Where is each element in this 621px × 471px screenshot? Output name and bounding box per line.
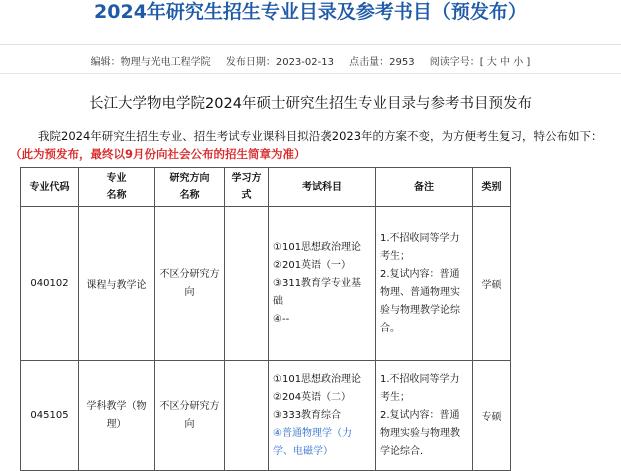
table-header-row bbox=[21, 168, 511, 207]
cell-type: 专硕 bbox=[473, 361, 511, 471]
meta-hits: 点击量：2953 bbox=[349, 57, 415, 68]
header-remark: 备注 bbox=[376, 168, 473, 207]
table-row bbox=[21, 361, 511, 471]
table-row bbox=[21, 207, 511, 361]
cell-mode bbox=[225, 207, 269, 361]
cell-remark bbox=[376, 207, 473, 361]
intro-text: 我院2024年研究生招生专业、招生考试专业课科目拟沿袭2023年的方案不变，为方便考生复习，特公布如下： bbox=[38, 129, 603, 143]
header-name: 专业 名称 bbox=[79, 168, 155, 207]
exam-item: ①101思想政治理论 bbox=[273, 241, 362, 253]
cell-name: 课程与教学论 bbox=[79, 207, 155, 361]
cell-remark bbox=[376, 361, 473, 471]
article-heading: 长江大学物电学院2024年硕士研究生招生专业目录与参考书目预发布 bbox=[89, 96, 532, 112]
exam-item: ①101思想政治理论 bbox=[273, 373, 362, 385]
cell-direction: 不区分研究方向 bbox=[155, 207, 225, 361]
article-meta bbox=[0, 53, 621, 68]
remark-item: 2.复试内容：普通物理实验与物理教学论综合. bbox=[380, 409, 460, 457]
header-type: 类别 bbox=[473, 168, 511, 207]
remark-item: 2.复试内容：普通物理、普通物理实验与物理教学论综合。 bbox=[380, 268, 460, 334]
header-exam: 考试科目 bbox=[269, 168, 376, 207]
meta-editor: 编辑：物理与光电工程学院 bbox=[90, 57, 211, 68]
prerelease-note: （此为预发布，最终以9月份向社会公布的招生简章为准） bbox=[10, 147, 306, 161]
cell-direction: 不区分研究方向 bbox=[155, 361, 225, 471]
cell-exam bbox=[269, 207, 376, 361]
cell-code: 045105 bbox=[21, 361, 79, 471]
cell-mode bbox=[225, 361, 269, 471]
cell-exam bbox=[269, 361, 376, 471]
exam-item-highlight: ④普通物理学（力学、电磁学） bbox=[273, 427, 352, 457]
exam-item: ③311教育学专业基础 bbox=[273, 277, 362, 307]
divider bbox=[0, 44, 621, 45]
remark-item: 1.不招收同等学力考生； bbox=[380, 232, 460, 262]
header-direction: 研究方向 名称 bbox=[155, 168, 225, 207]
meta-date: 发布日期：2023-02-13 bbox=[225, 57, 334, 68]
exam-item: ④-- bbox=[273, 313, 290, 325]
header-code: 专业代码 bbox=[21, 168, 79, 207]
cell-code: 040102 bbox=[21, 207, 79, 361]
remark-item: 1.不招收同等学力考生； bbox=[380, 373, 460, 403]
header-mode: 学习方 式 bbox=[225, 168, 269, 207]
cell-type: 学硕 bbox=[473, 207, 511, 361]
font-size-selector[interactable]: 阅读字号：[ 大 中 小 ] bbox=[429, 57, 531, 68]
exam-item: ③333教育综合 bbox=[273, 409, 342, 421]
exam-item: ②204英语（二） bbox=[273, 391, 352, 403]
article-intro bbox=[10, 127, 616, 163]
exam-item: ②201英语（一） bbox=[273, 259, 352, 271]
cell-name: 学科教学（物理） bbox=[79, 361, 155, 471]
page-title: 2024年研究生招生专业目录及参考书目（预发布） bbox=[94, 1, 527, 23]
major-table bbox=[20, 167, 511, 471]
divider bbox=[0, 73, 621, 74]
